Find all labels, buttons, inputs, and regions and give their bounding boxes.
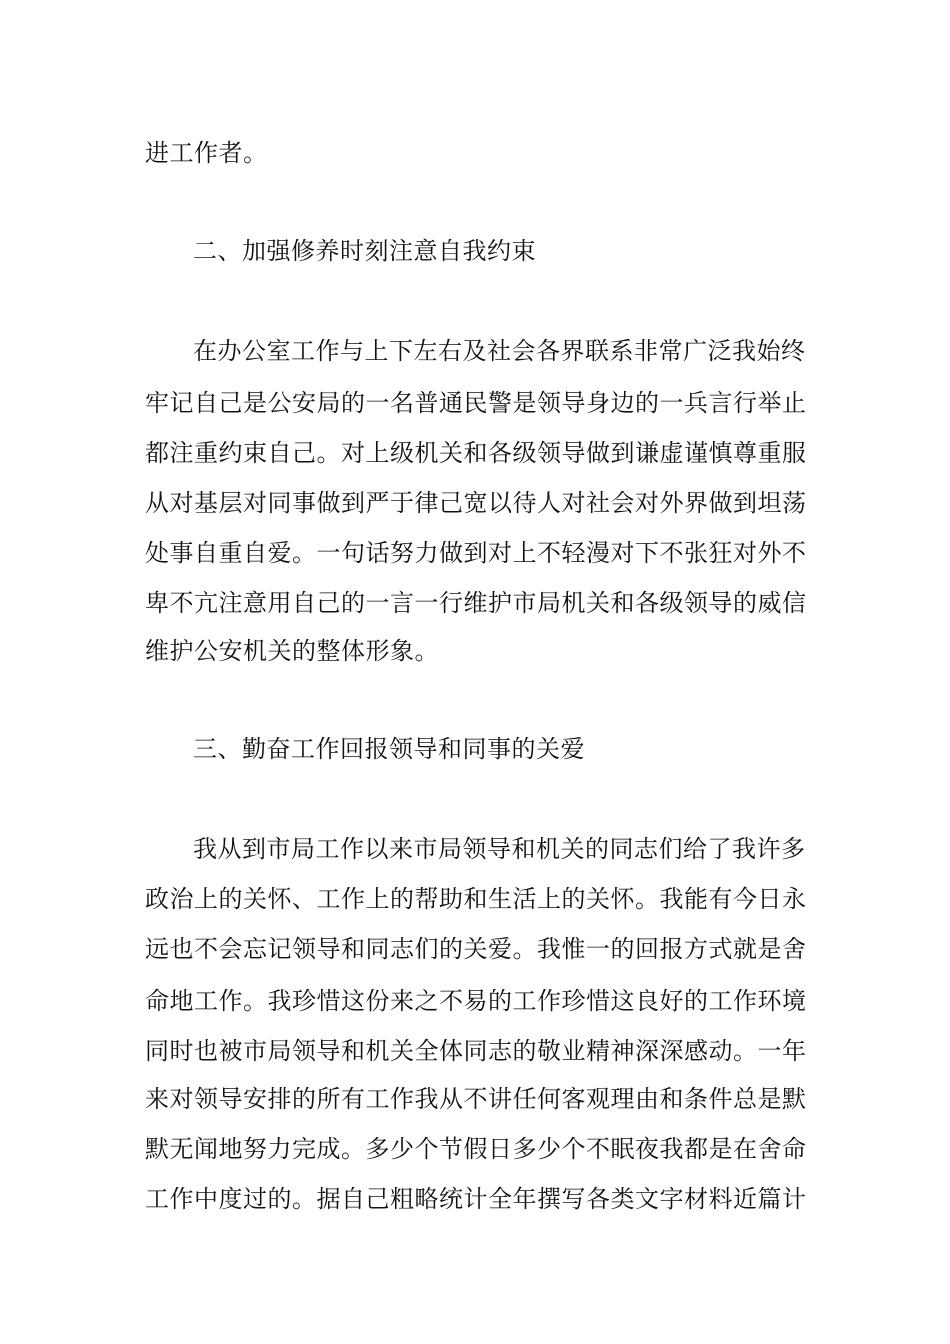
paragraph-line: 命地工作。我珍惜这份来之不易的工作珍惜这良好的工作环境: [145, 987, 807, 1015]
paragraph-line: 从对基层对同事做到严于律己宽以待人对社会对外界做到坦荡: [145, 489, 807, 517]
paragraph-line: 在办公室工作与上下左右及社会各界联系非常广泛我始终: [193, 337, 806, 365]
section-heading-2: 二、加强修养时刻注意自我约束: [193, 237, 536, 265]
paragraph-line: 我从到市局工作以来市局领导和机关的同志们给了我许多: [193, 835, 806, 863]
paragraph-line: 卑不亢注意用自己的一言一行维护市局机关和各级领导的威信: [145, 589, 807, 617]
paragraph-line: 处事自重自爱。一句话努力做到对上不轻漫对下不张狂对外不: [145, 539, 807, 567]
paragraph-line: 政治上的关怀、工作上的帮助和生活上的关怀。我能有今日永: [145, 885, 807, 913]
paragraph-line: 牢记自己是公安局的一名普通民警是领导身边的一兵言行举止: [145, 389, 807, 417]
paragraph-line: 默无闻地努力完成。多少个节假日多少个不眠夜我都是在舍命: [145, 1135, 807, 1163]
paragraph-line: 同时也被市局领导和机关全体同志的敬业精神深深感动。一年: [145, 1037, 807, 1065]
paragraph-line: 远也不会忘记领导和同志们的关爱。我惟一的回报方式就是舍: [145, 935, 807, 963]
paragraph-line: 来对领导安排的所有工作我从不讲任何客观理由和条件总是默: [145, 1085, 807, 1113]
paragraph-line: 工作中度过的。据自己粗略统计全年撰写各类文字材料近篇计: [145, 1185, 807, 1213]
section-heading-3: 三、勤奋工作回报领导和同事的关爱: [193, 735, 585, 763]
paragraph-line: 都注重约束自己。对上级机关和各级领导做到谦虚谨慎尊重服: [145, 439, 807, 467]
paragraph-line: 进工作者。: [145, 139, 268, 167]
paragraph-line: 维护公安机关的整体形象。: [145, 637, 439, 665]
